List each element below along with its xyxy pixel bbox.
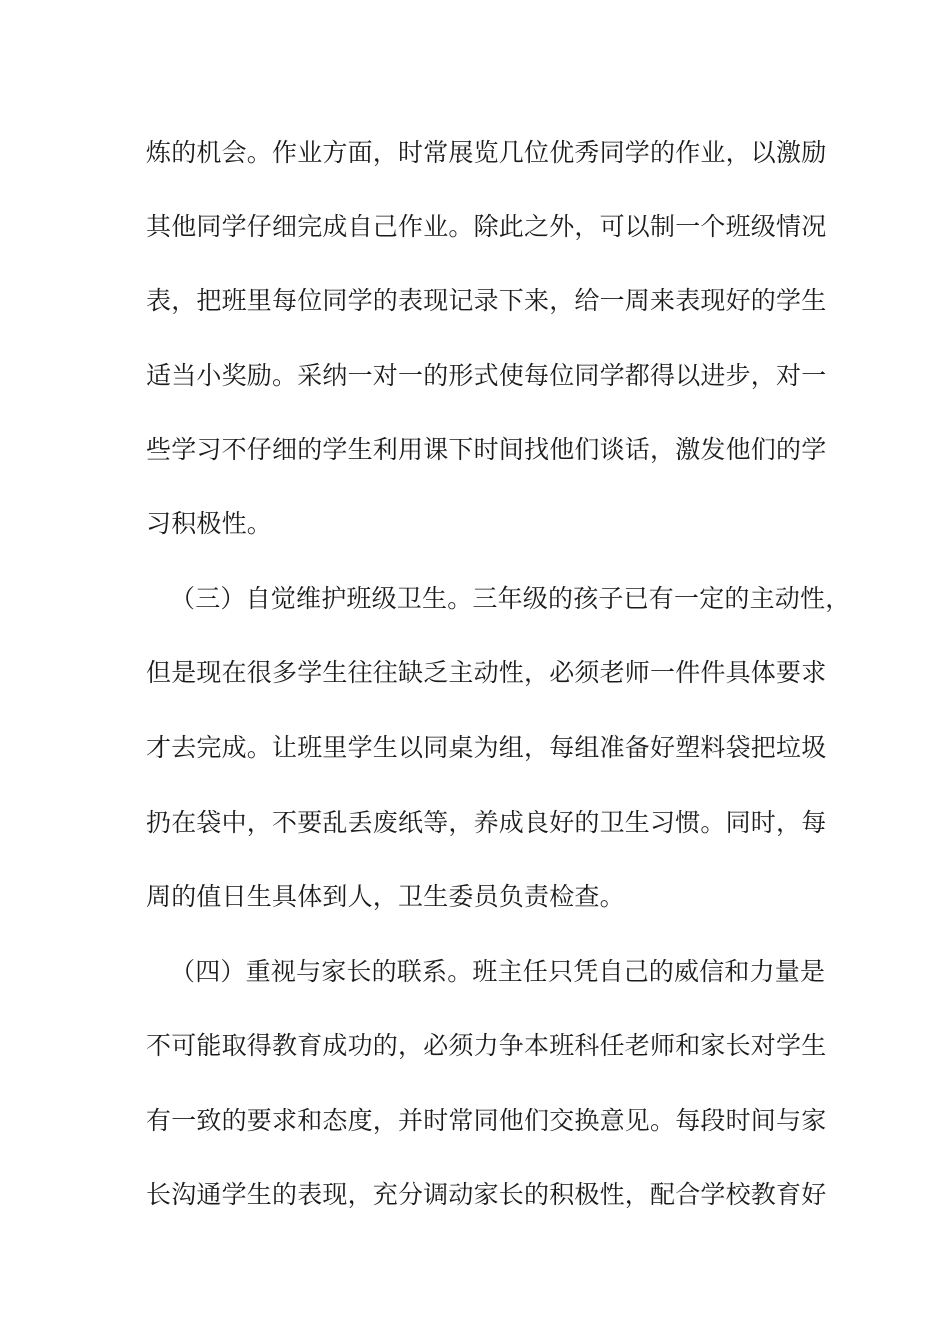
text-line-14: 有一致的要求和态度，并时常同他们交换意见。每段时间与家 (146, 1106, 827, 1135)
text-line-6: 习积极性。 (146, 509, 273, 538)
text-line-15: 长沟通学生的表现，充分调动家长的积极性，配合学校教育好 (146, 1180, 827, 1209)
section-heading-4: （四）重视与家长的联系。班主任只凭自己的威信和力量是 (170, 957, 826, 986)
text-line-13: 不可能取得教育成功的，必须力争本班科任老师和家长对学生 (146, 1031, 827, 1060)
text-line-5: 些学习不仔细的学生利用课下时间找他们谈话，激发他们的学 (146, 435, 827, 464)
text-line-1: 炼的机会。作业方面，时常展览几位优秀同学的作业，以激励 (146, 138, 827, 167)
text-line-4: 适当小奖励。采纳一对一的形式使每位同学都得以进步，对一 (146, 361, 827, 390)
text-line-3: 表，把班里每位同学的表现记录下来，给一周来表现好的学生 (146, 286, 827, 315)
text-line-8: 但是现在很多学生往往缺乏主动性，必须老师一件件具体要求 (146, 658, 827, 687)
section-heading-3: （三）自觉维护班级卫生。三年级的孩子已有一定的主动性， (170, 584, 851, 613)
text-line-10: 扔在袋中，不要乱丢废纸等，养成良好的卫生习惯。同时，每 (146, 808, 827, 837)
text-line-9: 才去完成。让班里学生以同桌为组，每组准备好塑料袋把垃圾 (146, 733, 827, 762)
text-line-11: 周的值日生具体到人，卫生委员负责检查。 (146, 882, 625, 911)
text-line-2: 其他同学仔细完成自己作业。除此之外，可以制一个班级情况 (146, 212, 827, 241)
